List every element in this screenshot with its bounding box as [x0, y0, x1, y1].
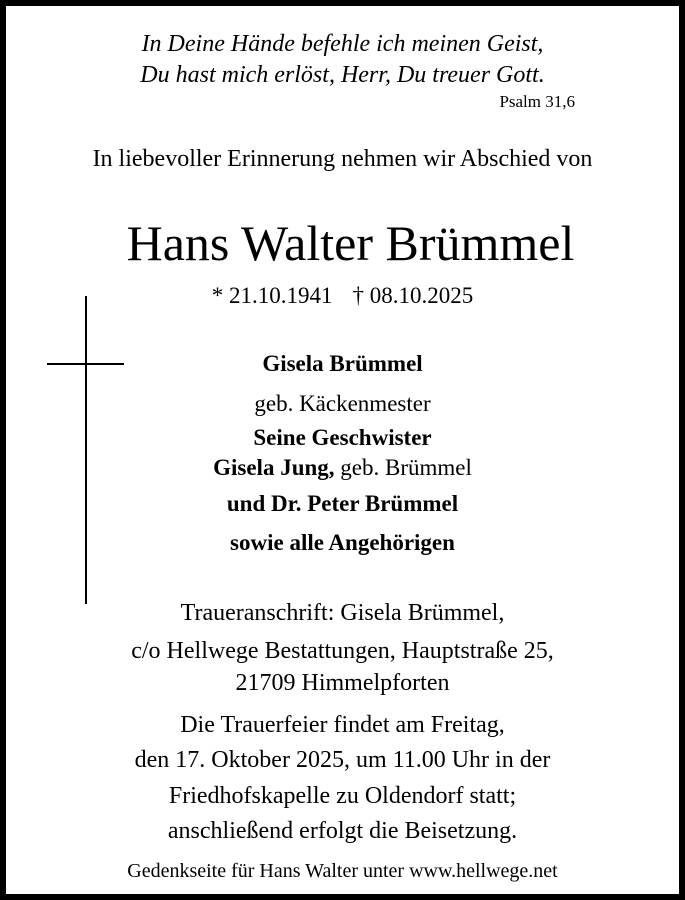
- memorial-page-link[interactable]: Gedenkseite für Hans Walter unter www.hellwege.net: [127, 860, 558, 882]
- sibling-1-note: geb. Brümmel: [340, 455, 472, 480]
- ceremony-line-2: den 17. Oktober 2025, um 11.00 Uhr in der: [134, 747, 551, 773]
- verse-reference: Psalm 31,6: [499, 92, 575, 111]
- siblings-heading: Seine Geschwister: [253, 425, 432, 450]
- death-date: † 08.10.2025: [352, 283, 474, 308]
- sibling-2: und Dr. Peter Brümmel: [226, 491, 459, 516]
- sibling-1: [0, 455, 685, 481]
- ceremony-line-1: Die Trauerfeier findet am Freitag,: [180, 712, 505, 738]
- life-dates: [0, 283, 685, 309]
- birth-date: * 21.10.1941: [211, 283, 333, 308]
- spouse-maiden-name: geb. Käckenmester: [254, 391, 431, 416]
- deceased-name: Hans Walter Brümmel: [126, 215, 575, 271]
- address-line-1: Traueranschrift: Gisela Brümmel,: [180, 600, 505, 626]
- spouse-name: Gisela Brümmel: [262, 351, 423, 376]
- address-line-2: c/o Hellwege Bestattungen, Hauptstraße 25,: [131, 638, 554, 664]
- verse-line-2: Du hast mich erlöst, Herr, Du treuer Gott.: [140, 62, 545, 88]
- ceremony-line-4: anschließend erfolgt die Beisetzung.: [167, 818, 518, 844]
- verse-line-1: In Deine Hände befehle ich meinen Geist,: [141, 31, 544, 57]
- sibling-1-name: Gisela Jung,: [213, 455, 335, 480]
- other-relatives: sowie alle Angehörigen: [230, 530, 455, 555]
- intro-text: In liebevoller Erinnerung nehmen wir Abschied von: [92, 146, 593, 172]
- ceremony-line-3: Friedhofskapelle zu Oldendorf statt;: [168, 783, 517, 809]
- address-line-3: 21709 Himmelpforten: [235, 670, 450, 696]
